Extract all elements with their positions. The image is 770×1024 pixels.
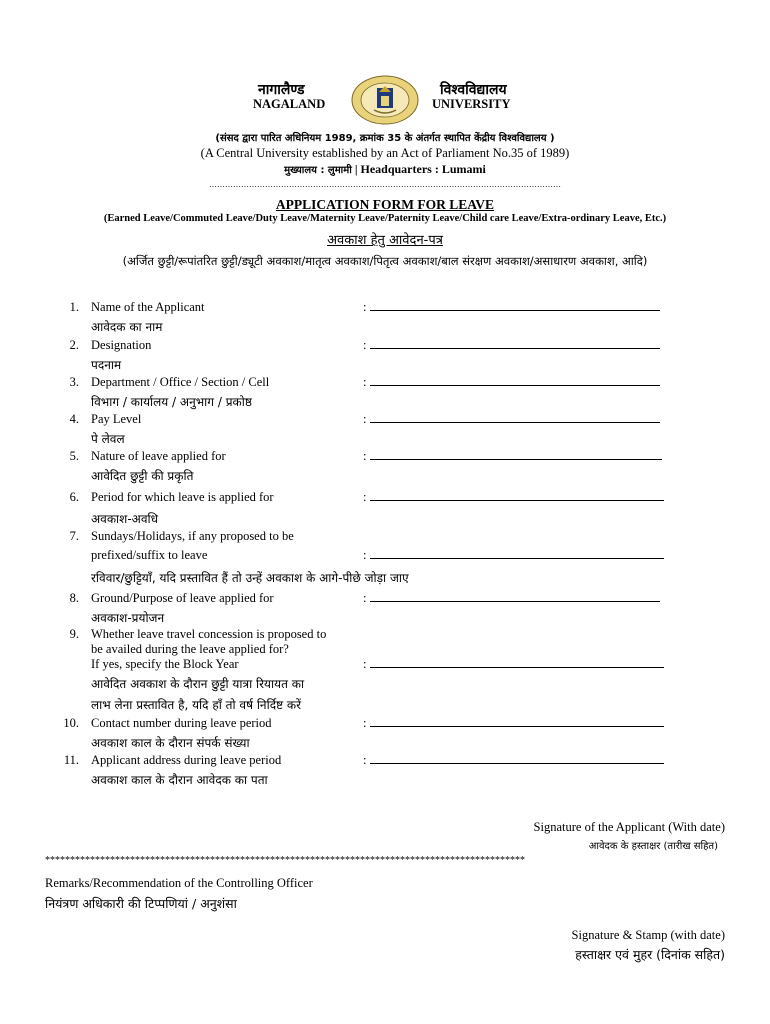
applicant-signature-label-hindi: आवेदक के हस्ताक्षर (तारीख सहित) xyxy=(588,841,718,852)
colon: : xyxy=(363,300,367,314)
item-number: 3. xyxy=(69,375,79,389)
header-right-hindi: विश्वविद्यालय xyxy=(440,82,507,98)
item-label-hindi: अवकाश काल के दौरान आवेदक का पता xyxy=(91,773,268,787)
form-subtitle: (Earned Leave/Commuted Leave/Duty Leave/Maternity Leave/Paternity Leave/Child care Leave/Extra-ordinary Leave, Etc.) xyxy=(103,213,667,224)
item-label: Ground/Purpose of leave applied for xyxy=(91,591,274,605)
item-label-hindi: आवेदक का नाम xyxy=(91,320,163,334)
header-right-english: UNIVERSITY xyxy=(432,97,511,111)
colon: : xyxy=(363,449,367,463)
item-label-line2: prefixed/suffix to leave xyxy=(91,548,208,562)
holidays-field[interactable] xyxy=(363,548,664,563)
address-field[interactable] xyxy=(363,753,664,768)
item-label-hindi: अवकाश काल के दौरान संपर्क संख्या xyxy=(91,736,250,750)
remarks-label-hindi: नियंत्रण अधिकारी की टिप्पणियां / अनुशंसा xyxy=(45,896,237,911)
item-label-hindi: रविवार/छुट्टियाँ, यदि प्रस्तावित हैं तो उन्हें अवकाश के आगे-पीछे जोड़ा जाए xyxy=(91,571,409,585)
remarks-label: Remarks/Recommendation of the Controlling Officer xyxy=(45,876,313,890)
established-english: (A Central University established by an Act of Parliament No.35 of 1989) xyxy=(200,146,570,160)
item-label-hindi: आवेदित छुट्टी की प्रकृति xyxy=(91,469,194,483)
form-title: APPLICATION FORM FOR LEAVE xyxy=(275,197,495,212)
item-number: 4. xyxy=(69,412,79,426)
colon: : xyxy=(363,657,367,671)
ltc-field[interactable] xyxy=(363,657,664,672)
item-label: Applicant address during leave period xyxy=(91,753,282,767)
item-label-hindi: अवकाश-प्रयोजन xyxy=(91,611,165,625)
item-number: 8. xyxy=(69,591,79,605)
item-label-hindi: आवेदित अवकाश के दौरान छुट्टी यात्रा रियायत का xyxy=(91,677,305,691)
item-number: 7. xyxy=(69,529,79,543)
item-label: Contact number during leave period xyxy=(91,716,272,730)
header-left-english: NAGALAND xyxy=(253,97,326,111)
colon: : xyxy=(363,412,367,426)
headquarters-line xyxy=(100,162,670,177)
item-label-hindi: विभाग / कार्यालय / अनुभाग / प्रकोष्ठ xyxy=(91,395,252,409)
leave-period-field[interactable] xyxy=(363,490,664,505)
colon: : xyxy=(363,338,367,352)
pay-level-field[interactable] xyxy=(363,412,660,427)
headquarters-english: Headquarters : Lumami xyxy=(360,162,486,176)
item-label-line2: be availed during the leave applied for? xyxy=(91,642,289,656)
colon: : xyxy=(363,753,367,767)
form-subtitle-hindi: (अर्जित छुट्टी/रूपांतरित छुट्टी/ड्यूटी अवकाश/मातृत्व अवकाश/पितृत्व अवकाश/बाल संरक्षण अवकाश/असाधारण अवकाश, आदि) xyxy=(122,254,648,268)
header-left-hindi: नागालैण्ड xyxy=(258,82,305,98)
item-label: Nature of leave applied for xyxy=(91,449,226,463)
item-number: 11. xyxy=(63,753,79,767)
headquarters-hindi: मुख्यालय : लुमामी xyxy=(284,165,352,176)
item-label: Department / Office / Section / Cell xyxy=(91,375,270,389)
item-label: Name of the Applicant xyxy=(91,300,205,314)
stamp-signature-label: Signature & Stamp (with date) xyxy=(571,928,725,942)
contact-field[interactable] xyxy=(363,716,664,731)
headquarters-separator: | xyxy=(351,162,361,176)
item-number: 2. xyxy=(69,338,79,352)
item-number: 5. xyxy=(69,449,79,463)
established-hindi: (संसद द्वारा पारित अधिनियम 1989, क्रमांक 35 के अंतर्गत स्थापित केंद्रीय विश्वविद्यालय ) xyxy=(215,133,555,144)
item-label: Whether leave travel concession is proposed to xyxy=(91,627,327,641)
item-number: 6. xyxy=(69,490,79,504)
colon: : xyxy=(363,375,367,389)
item-number: 1. xyxy=(69,300,79,314)
item-label: Sundays/Holidays, if any proposed to be xyxy=(91,529,294,543)
item-label-line3: If yes, specify the Block Year xyxy=(91,657,239,671)
leave-nature-field[interactable] xyxy=(363,449,662,464)
department-field[interactable] xyxy=(363,375,660,390)
dotted-divider: …………………………………………………………………………………………………………………… xyxy=(209,180,561,189)
item-label: Designation xyxy=(91,338,152,352)
colon: : xyxy=(363,490,367,504)
item-label-hindi: अवकाश-अवधि xyxy=(91,512,158,526)
item-label: Pay Level xyxy=(91,412,142,426)
stamp-signature-label-hindi: हस्ताक्षर एवं मुहर (दिनांक सहित) xyxy=(575,947,725,962)
colon: : xyxy=(363,548,367,562)
designation-field[interactable] xyxy=(363,338,660,353)
item-label-hindi-line2: लाभ लेना प्रस्तावित है, यदि हाँ तो वर्ष निर्दिष्ट करें xyxy=(91,698,302,712)
applicant-signature-label: Signature of the Applicant (With date) xyxy=(533,820,725,834)
item-label: Period for which leave is applied for xyxy=(91,490,274,504)
star-separator: ************************************************************************************************ xyxy=(45,855,525,866)
item-number: 9. xyxy=(69,627,79,641)
name-field[interactable] xyxy=(363,300,660,315)
item-label-hindi: पदनाम xyxy=(91,358,122,372)
form-title-hindi: अवकाश हेतु आवेदन-पत्र xyxy=(327,233,443,248)
university-logo xyxy=(350,74,420,126)
item-number: 10. xyxy=(63,716,79,730)
colon: : xyxy=(363,716,367,730)
purpose-field[interactable] xyxy=(363,591,660,606)
colon: : xyxy=(363,591,367,605)
item-label-hindi: पे लेवल xyxy=(91,432,125,446)
